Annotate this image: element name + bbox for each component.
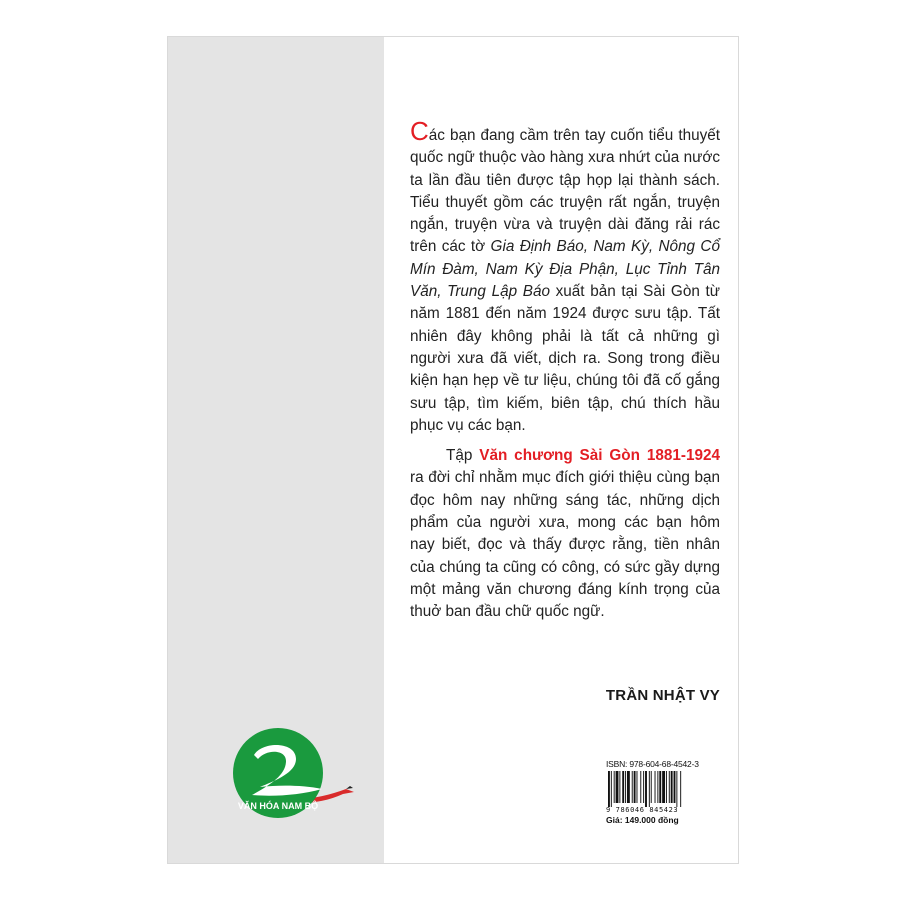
book-title-highlight: Văn chương Sài Gòn 1881-1924: [479, 447, 721, 465]
paragraph-1-text-a: ác bạn đang cầm trên tay cuốn tiểu thuyết quốc ngữ thuộc vào hàng xưa nhứt của nước ta lần đầu tiên được tập họp lại thành sách. Tiểu thuyết gồm các truyện rất ngắn, truyện ngắn, truyện vừa và truyện dài đăng rải rác trên các tờ: [410, 127, 720, 256]
blurb-paragraph-2: [410, 445, 720, 623]
paragraph-2-text-a: Tập: [446, 447, 480, 465]
publisher-name: VĂN HÓA NAM BỘ: [237, 801, 319, 811]
blurb-text: [410, 116, 721, 624]
newspaper-titles: Gia Định Báo, Nam Kỳ, Nông Cổ Mín Đàm, Nam Kỳ Địa Phận, Lục Tỉnh Tân Văn, Trung Lập Báo: [410, 238, 720, 301]
paragraph-1-text-b: xuất bản tại Sài Gòn từ năm 1881 đến năm 1924 được sưu tập. Tất nhiên đây không phải là tất cả những gì người xưa đã viết, dịch ra. Song trong điều kiện hạn hẹp về tư liệu, chúng tôi đã cố gắng sưu tập, tìm kiếm, biên tập, chú thích hầu phục vụ các bạn.: [410, 283, 720, 434]
barcode-icon: [606, 771, 710, 807]
paragraph-2-text-b: ra đời chỉ nhằm mục đích giới thiệu cùng bạn đọc hôm nay những sáng tác, những dịch phẩm của người xưa, mong các bạn hôm nay biết, đọc và thấy được rằng, tiền nhân của chúng ta cũng có công, có sức gầy dựng một mảng văn chương đáng kính trọng của thuở ban đầu chữ quốc ngữ.: [410, 469, 720, 621]
drop-cap-letter: C: [410, 116, 429, 146]
book-back-cover: [168, 37, 738, 863]
author-name: TRẦN NHẬT VY: [605, 687, 720, 704]
price-label: Giá: 149.000 đồng: [606, 815, 679, 825]
blurb-paragraph-1: [410, 116, 720, 437]
isbn-label: ISBN: 978-604-68-4542-3: [606, 759, 699, 769]
barcode-digits: 9 786046 845423: [606, 806, 679, 814]
barcode-block: [606, 759, 710, 829]
publisher-logo: [230, 725, 360, 825]
